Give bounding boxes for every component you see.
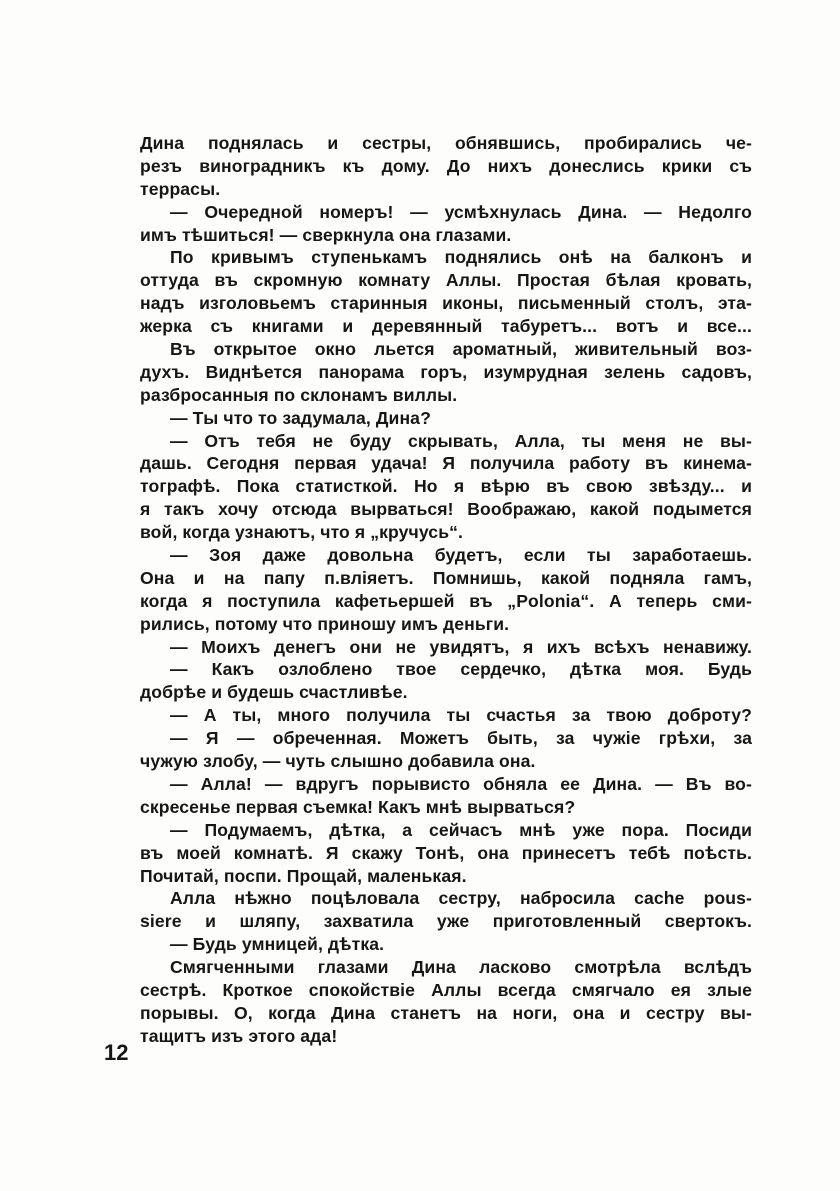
text-line: надъ изголовьемъ старинныя иконы, письменный столъ, эта- bbox=[140, 293, 752, 314]
text-line: Дина поднялась и сестры, обнявшись, пробирались че- bbox=[140, 133, 752, 153]
text-line: порывы. О, когда Дина станетъ на ноги, она и сестру вы- bbox=[140, 1002, 752, 1023]
text-line: Она и на папу п.влiяетъ. Помнишь, какой подняла гамъ, bbox=[140, 567, 752, 588]
text-line: — Какъ озлоблено твое сердечко, дѣтка моя. Будь bbox=[170, 659, 752, 680]
text-line: — Я — обреченная. Можетъ быть, за чужiе грѣхи, за bbox=[170, 728, 752, 749]
text-line: тографѣ. Пока статисткой. Но я вѣрю въ свою звѣзду... и bbox=[140, 476, 752, 497]
text-line: имъ тѣшиться! — сверкнула она глазами. bbox=[140, 224, 512, 245]
page-number: 12 bbox=[104, 1040, 129, 1065]
text-line: — Отъ тебя не буду скрывать, Алла, ты меня не вы- bbox=[170, 430, 752, 451]
text-line: Смягченными глазами Дина ласково смотрѣла вслѣдъ bbox=[170, 957, 752, 978]
text-line: — Алла! — вдругъ порывисто обняла ее Дина. — Въ во- bbox=[170, 773, 752, 794]
text-line: въ моей комнатѣ. Я скажу Тонѣ, она принесетъ тебѣ поѣсть. bbox=[140, 842, 752, 863]
text-line: чужую злобу, — чуть слышно добавила она. bbox=[140, 751, 536, 772]
text-line: рились, потому что приношу имъ деньги. bbox=[140, 613, 510, 634]
text-line: — Подумаемъ, дѣтка, а сейчасъ мнѣ уже пора. Посиди bbox=[170, 819, 752, 840]
text-line: вой, когда узнаютъ, что я „кручусь“. bbox=[140, 522, 463, 543]
text-line: дашь. Сегодня первая удача! Я получила работу въ кинема- bbox=[140, 453, 752, 474]
text-line: — Моихъ денегъ они не увидятъ, я ихъ всѣхъ ненавижу. bbox=[170, 636, 752, 657]
text-line: — А ты, много получила ты счастья за твою доброту? bbox=[170, 705, 752, 726]
text-line: — Зоя даже довольна будетъ, если ты заработаешь. bbox=[170, 545, 752, 566]
text-line: — Будь умницей, дѣтка. bbox=[170, 934, 385, 955]
text-line: разбросанныя по склонамъ виллы. bbox=[140, 384, 458, 405]
text-line: — Ты что то задумала, Дина? bbox=[170, 407, 431, 428]
text-line: — Очередной номеръ! — усмѣхнулась Дина. — Недолго bbox=[170, 201, 752, 222]
text-line: скресенье первая съемка! Какъ мнѣ вырваться? bbox=[140, 796, 576, 817]
text-line: По кривымъ ступенькамъ поднялись онѣ на балконъ и bbox=[170, 247, 752, 268]
text-line: Въ открытое окно льется ароматный, живительный воз- bbox=[170, 339, 752, 360]
text-line: террасы. bbox=[140, 178, 221, 199]
text-line: духъ. Виднѣется панорама горъ, изумрудная зелень садовъ, bbox=[140, 361, 752, 382]
text-line: когда я поступила кафетьершей въ „Polonia“. А теперь сми- bbox=[140, 590, 752, 611]
text-line: жерка съ книгами и деревянный табуретъ... вотъ и все... bbox=[140, 316, 752, 337]
text-line: сестрѣ. Кроткое спокойствiе Аллы всегда смягчало ея злые bbox=[140, 979, 752, 1000]
text-line: добрѣе и будешь счастливѣе. bbox=[140, 682, 408, 703]
text-line: оттуда въ скромную комнату Аллы. Простая бѣлая кровать, bbox=[140, 270, 752, 291]
body-text bbox=[140, 132, 752, 1048]
text-line: тащитъ изъ этого ада! bbox=[140, 1025, 338, 1046]
text-line: siere и шляпу, захватила уже приготовленный свертокъ. bbox=[140, 911, 752, 932]
text-line: Почитай, поспи. Прощай, маленькая. bbox=[140, 865, 467, 886]
text-line: резъ виноградникъ къ дому. До нихъ донеслись крики съ bbox=[140, 155, 752, 176]
text-line: я такъ хочу отсюда вырваться! Воображаю, какой подымется bbox=[140, 499, 752, 520]
text-line: Алла нѣжно поцѣловала сестру, набросила cache pous- bbox=[170, 888, 752, 909]
